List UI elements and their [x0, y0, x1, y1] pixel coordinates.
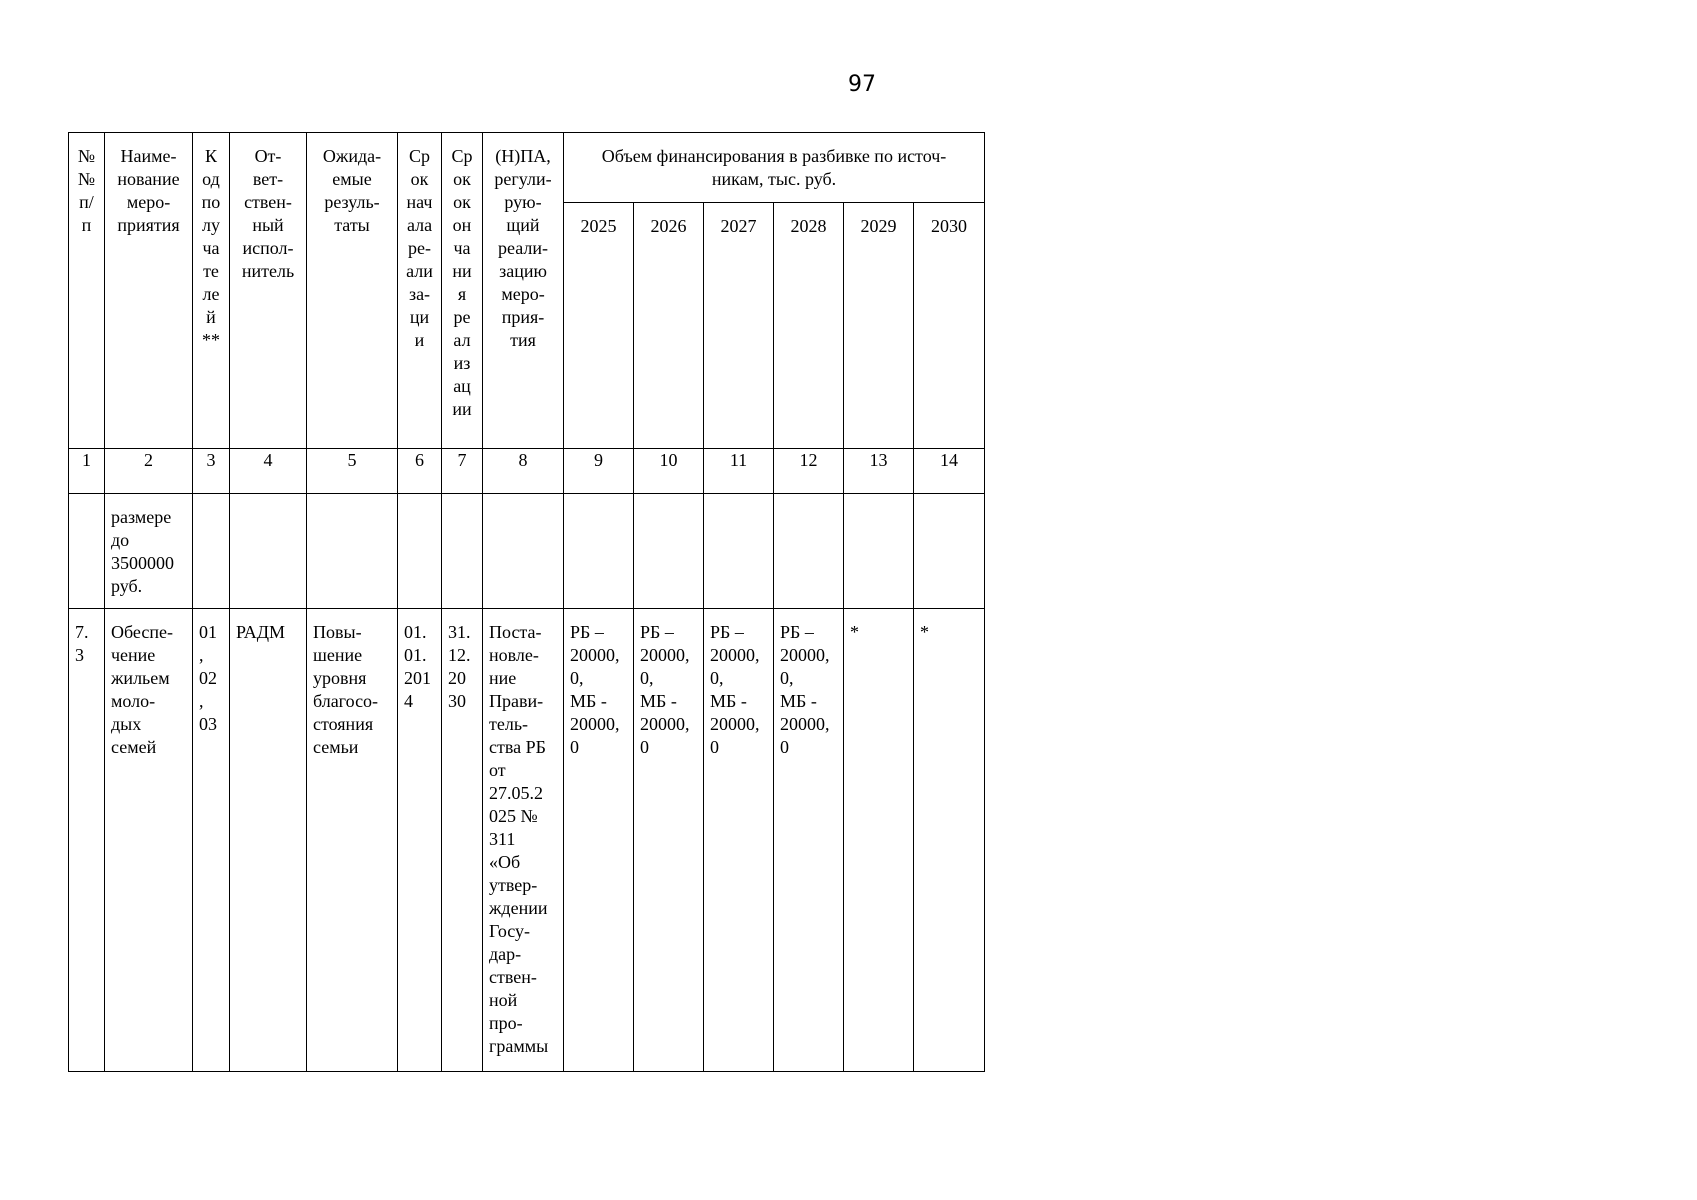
header-executor: От- вет- ствен- ный испол- нитель: [230, 133, 307, 449]
table-cell: [634, 494, 704, 609]
table-cell: [442, 494, 483, 609]
column-number: 12: [774, 449, 844, 494]
header-year-2029: 2029: [844, 202, 914, 448]
table-cell: [483, 494, 564, 609]
table-cell: [564, 494, 634, 609]
funding-2028: РБ – 20000, 0, МБ - 20000, 0: [774, 609, 844, 1072]
table-cell: [914, 494, 985, 609]
column-number: 14: [914, 449, 985, 494]
header-financing: Объем финансирования в разбивке по источ- никам, тыс. руб.: [564, 133, 985, 203]
column-numbers-row: [69, 449, 985, 494]
column-number: 6: [398, 449, 442, 494]
header-year-2030: 2030: [914, 202, 985, 448]
column-number: 7: [442, 449, 483, 494]
funding-2027: РБ – 20000, 0, МБ - 20000, 0: [704, 609, 774, 1072]
header-legal-act: (Н)ПА, регули- рую- щий реали- зацию меро- прия- тия: [483, 133, 564, 449]
program-activities-table: [68, 132, 985, 1072]
column-number: 4: [230, 449, 307, 494]
legal-act: Поста- новле- ние Прави- тель- ства РБ от 27.05.2 025 № 311 «Об утвер- ждении Госу- дар- ствен- ной про- граммы: [483, 609, 564, 1072]
column-number: 10: [634, 449, 704, 494]
column-number: 11: [704, 449, 774, 494]
table-cell: [398, 494, 442, 609]
header-activity-name: Наиме- нование меро- приятия: [105, 133, 193, 449]
activity-name: Обеспе- чение жильем моло- дых семей: [105, 609, 193, 1072]
header-year-2027: 2027: [704, 202, 774, 448]
column-number: 13: [844, 449, 914, 494]
page-number: 97: [848, 72, 876, 97]
table-cell: [69, 494, 105, 609]
activity-name-continuation: размере до 3500000 руб.: [105, 494, 193, 609]
executor: РАДМ: [230, 609, 307, 1072]
column-number: 8: [483, 449, 564, 494]
table-cell: [307, 494, 398, 609]
column-number: 2: [105, 449, 193, 494]
header-recipient-code: К од по лу ча те ле й **: [193, 133, 230, 449]
table-cell: [704, 494, 774, 609]
table-cell: [193, 494, 230, 609]
continuation-row: [69, 494, 985, 609]
column-number: 3: [193, 449, 230, 494]
row-number: 7. 3: [69, 609, 105, 1072]
end-date: 31. 12. 20 30: [442, 609, 483, 1072]
header-row-number: № № п/ п: [69, 133, 105, 449]
expected-results: Повы- шение уровня благосо- стояния семьи: [307, 609, 398, 1072]
funding-2030: *: [914, 609, 985, 1072]
column-number: 9: [564, 449, 634, 494]
funding-2029: *: [844, 609, 914, 1072]
recipient-code: 01 , 02 , 03: [193, 609, 230, 1072]
header-start-date: Ср ок нач ала ре- али за- ци и: [398, 133, 442, 449]
table-cell: [230, 494, 307, 609]
funding-2026: РБ – 20000, 0, МБ - 20000, 0: [634, 609, 704, 1072]
header-row-1: [69, 133, 985, 203]
header-year-2026: 2026: [634, 202, 704, 448]
table-cell: [774, 494, 844, 609]
column-number: 5: [307, 449, 398, 494]
table-row-7-3: [69, 609, 985, 1072]
header-expected-results: Ожида- емые резуль- таты: [307, 133, 398, 449]
header-year-2028: 2028: [774, 202, 844, 448]
table-cell: [844, 494, 914, 609]
funding-2025: РБ – 20000, 0, МБ - 20000, 0: [564, 609, 634, 1072]
header-year-2025: 2025: [564, 202, 634, 448]
header-end-date: Ср ок ок он ча ни я ре ал из ац ии: [442, 133, 483, 449]
start-date: 01. 01. 201 4: [398, 609, 442, 1072]
column-number: 1: [69, 449, 105, 494]
